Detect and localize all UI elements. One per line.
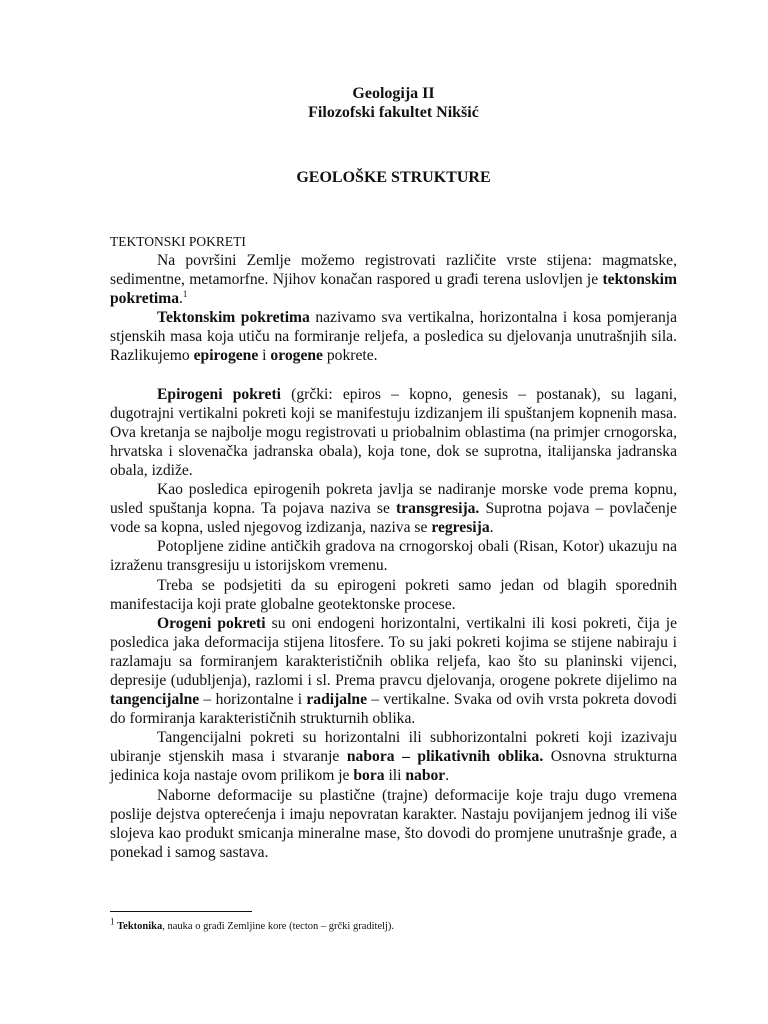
text-span: . — [179, 290, 183, 308]
text-span: . — [489, 519, 494, 537]
bold-term: regresija — [431, 519, 490, 537]
bold-term: radijalne — [306, 691, 368, 709]
text-span: nazivamo sva vertikalna, horizontalna i kosa pomjeranja stjenskih masa koja utiču na formiranje reljefa, a posledica su djelovanja unutrašnjih sila. Razlikujemo — [110, 309, 677, 365]
text-span: Treba se podsjetiti da su epirogeni pokreti samo jedan od blagih sporednih manifestacija koji prate globalne geotektonske procese. — [110, 576, 677, 613]
text-span: Naborne deformacije su plastične (trajne) deformacije koje traju dugo vremena poslije dejstva opterećenja i imaju nepovratan karakter. Nastaju povijanjem jednog ili više slojeva kao produkt smicanja mineralne mase, što dovodi do promjene unutrašnje građe, a ponekad i samog sastava. — [110, 786, 677, 861]
footnote-separator — [110, 911, 252, 912]
text-span: . — [445, 767, 450, 785]
course-title: Geologija II — [352, 85, 435, 102]
footnote-number: 1 — [110, 916, 115, 927]
paragraph-1 — [110, 251, 677, 308]
text-span: su oni endogeni horizontalni, vertikalni ili kosi pokreti, čija je posledica jaka deformacija stijena litosfere. To su jaki pokreti kojima se stijene nabiraju i razlamaju sa formiranjem karakterističnih oblika reljefa, kao što su planinski vijenci, depresije (udubljenja), razlomi i sl. Prema pravcu djelovanja, orogene pokrete dijelimo na — [110, 614, 678, 689]
bold-term: tektonskim pokretima — [110, 271, 677, 308]
bold-term: Orogeni pokreti — [157, 614, 266, 632]
paragraph-5 — [110, 537, 677, 575]
bold-term: nabora – plikativnih oblika. — [346, 748, 544, 766]
text-span: – horizontalne i — [199, 691, 307, 709]
document-page — [110, 84, 677, 862]
text-span: i — [258, 347, 271, 365]
paragraph-4 — [110, 480, 677, 537]
bold-term: epirogene — [193, 347, 259, 365]
bold-term: orogene — [270, 347, 323, 365]
footnote — [110, 916, 677, 934]
text-span: Tangencijalni pokreti su horizontalni ili subhorizontalni pokreti koji izazivaju ubiranje stjenskih masa i stvaranje — [110, 729, 677, 766]
paragraph-9 — [110, 786, 677, 862]
text-span: – vertikalne. Svaka od ovih vrsta pokreta dovodi do formiranja karakterističnih strukturnih oblika. — [110, 691, 677, 728]
paragraph-6 — [110, 576, 677, 614]
paragraph-8 — [110, 728, 677, 785]
faculty-name: Filozofski fakultet Nikšić — [308, 104, 479, 121]
footnote-term: Tektonika — [117, 921, 163, 932]
text-span: (grčki: epiros – kopno, genesis – postanak), su lagani, dugotrajni vertikalni pokreti koji se manifestuju izdizanjem ili spuštanjem kopnenih masa. Ova kretanja se najbolje mogu registrovati u priobalnim oblastima (na primjer crnogorska, hrvatska i slovenačka jadranska obala), koja tone, dok se suprotna, italijanska jadranska obala, izdiže. — [110, 385, 677, 479]
text-span: Kao posledica epirogenih pokreta javlja se nadiranje morske vode prema kopnu, usled spuštanja kopna. Ta pojava naziva se — [110, 481, 677, 518]
footnote-text: , nauka o građi Zemljine kore (tecton – grčki graditelj). — [162, 921, 395, 932]
bold-term: tangencijalne — [110, 691, 200, 709]
text-span: Na površini Zemlje možemo registrovati različite vrste stijena: magmatske, sedimentne, metamorfne. Njihov konačan raspored u građi terena uslovljen je — [110, 252, 677, 289]
bold-term: nabor — [405, 767, 446, 785]
text-span: Suprotna pojava – povlačenje vode sa kopna, usled njegovog izdizanja, naziva se — [110, 500, 677, 537]
text-span: pokrete. — [322, 347, 378, 365]
bold-term: Tektonskim pokretima — [157, 309, 310, 327]
paragraph-2 — [110, 308, 677, 365]
bold-term: transgresija. — [396, 500, 480, 518]
paragraph-7 — [110, 614, 677, 729]
bold-term: bora — [353, 767, 385, 785]
text-span: Potopljene zidine antičkih gradova na crnogorskoj obali (Risan, Kotor) ukazuju na izraženu transgresiju u istorijskom vremenu. — [110, 538, 677, 575]
paragraph-3 — [110, 385, 677, 480]
text-span: Osnovna strukturna jedinica koja nastaje ovom prilikom je — [110, 748, 677, 785]
footnote-ref: 1 — [182, 289, 188, 299]
text-span: ili — [384, 767, 406, 785]
section-heading: TEKTONSKI POKRETI — [110, 234, 246, 249]
document-title: GEOLOŠKE STRUKTURE — [296, 169, 491, 186]
bold-term: Epirogeni pokreti — [157, 385, 281, 403]
